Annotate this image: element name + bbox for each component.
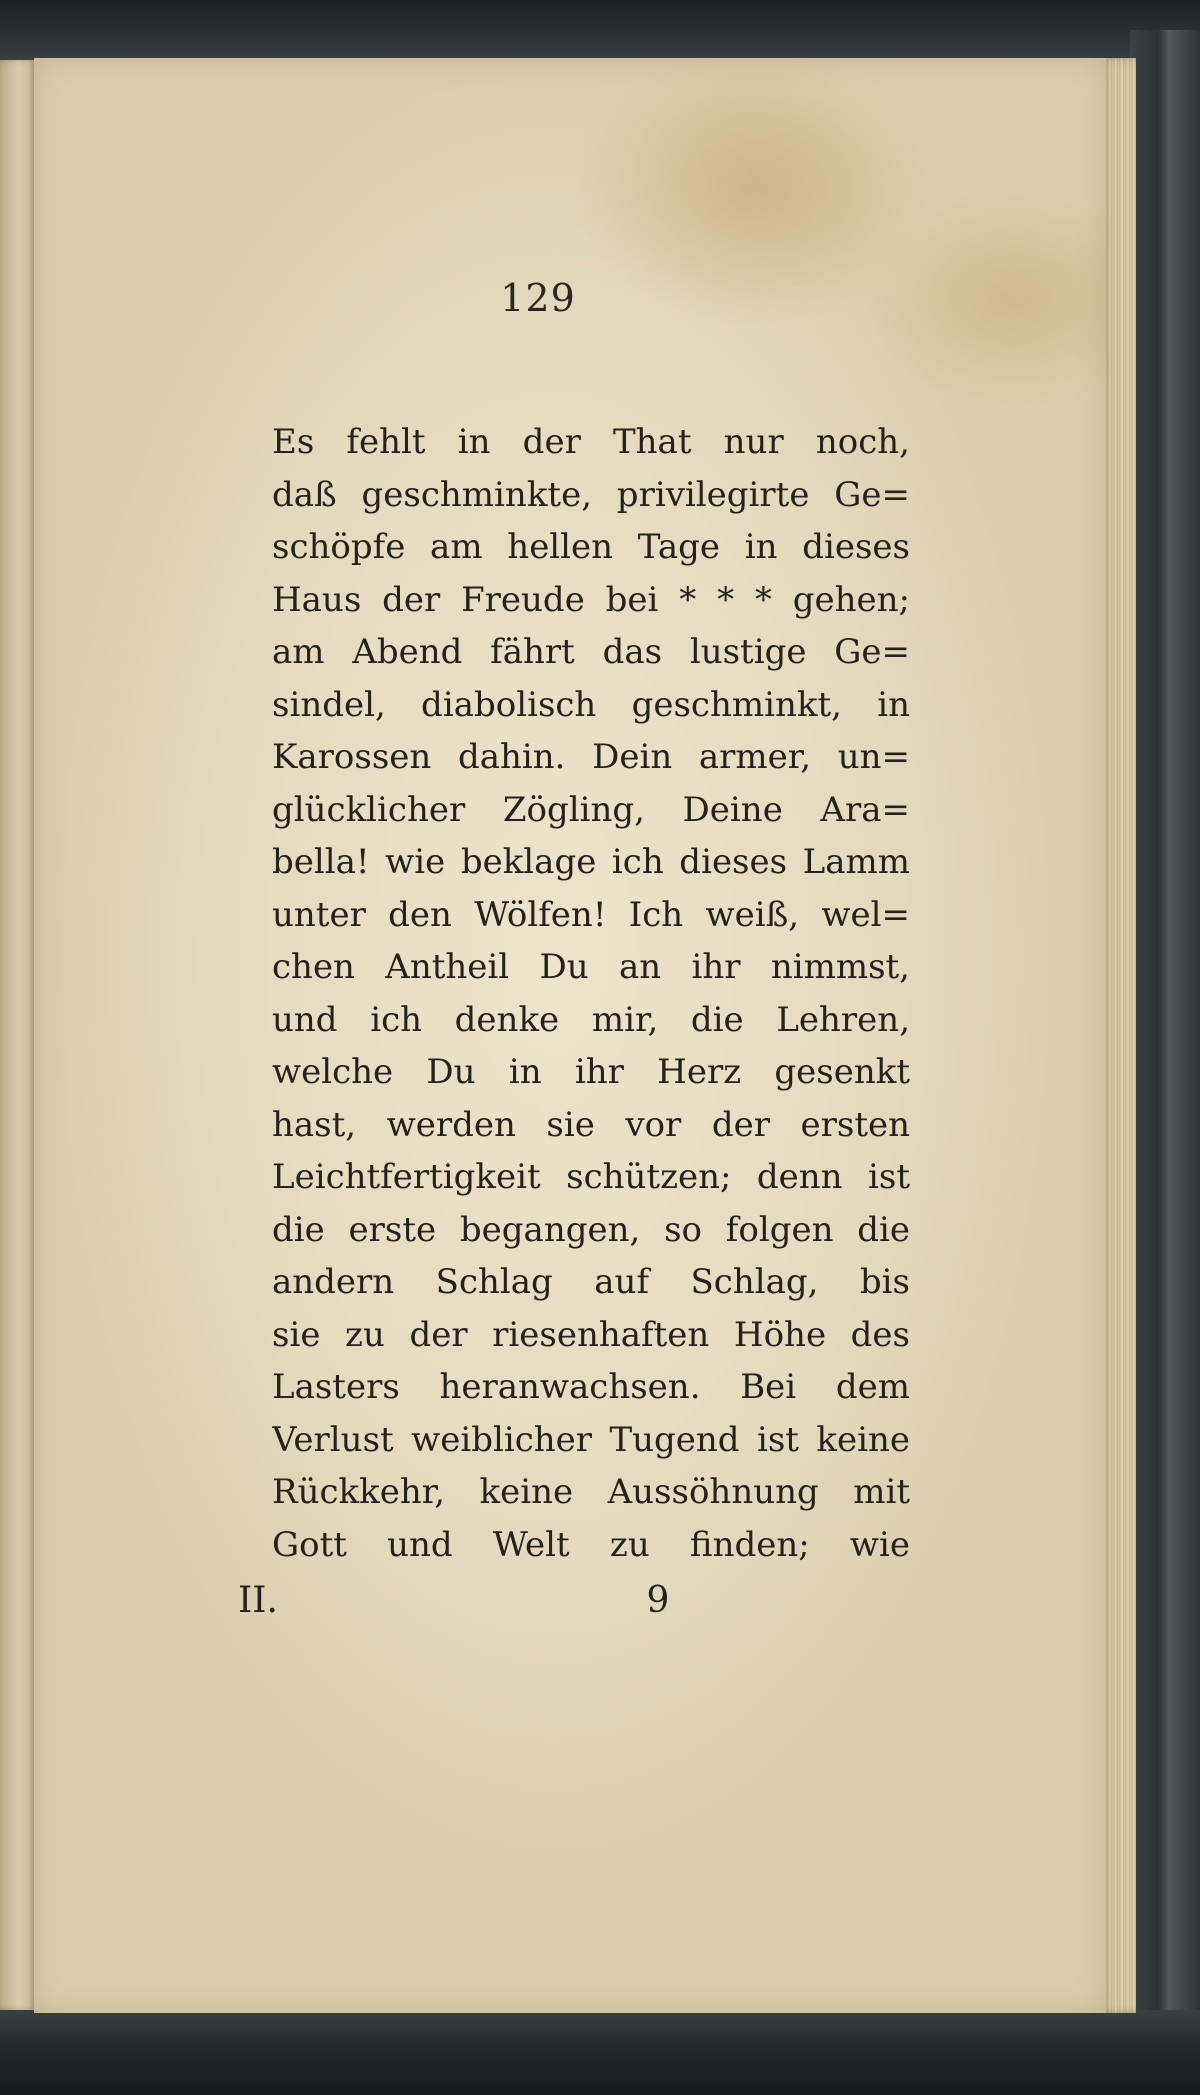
text-line: glücklicher Zögling, Deine Ara=	[272, 789, 910, 830]
text-line: Gott und Welt zu finden; wie	[272, 1524, 910, 1565]
book-cover-top-edge	[0, 0, 1200, 62]
book-cover-right-edge	[1130, 30, 1200, 2050]
text-line: Rückkehr, keine Aussöhnung mit	[272, 1472, 910, 1512]
text-line: chen Antheil Du an ihr nimmst,	[272, 947, 910, 987]
text-line: andern Schlag auf Schlag, bis	[272, 1262, 910, 1302]
text-line: Verlust weiblicher Tugend ist keine	[272, 1419, 910, 1460]
text-line: die erste begangen, so folgen die	[272, 1209, 910, 1250]
text-line: am Abend fährt das lustige Ge=	[272, 632, 910, 672]
text-line: sie zu der riesenhaften Höhe des	[272, 1314, 910, 1355]
text-line: daß geschminkte, privilegirte Ge=	[272, 474, 910, 515]
book-page	[34, 58, 1106, 2013]
text-line: bella! wie beklage ich dieses Lamm	[272, 842, 910, 882]
text-line: Lasters heranwachsen. Bei dem	[272, 1367, 910, 1407]
text-line: und ich denke mir, die Lehren,	[272, 999, 910, 1040]
text-line: unter den Wölfen! Ich weiß, wel=	[272, 894, 910, 935]
previous-page-edge	[0, 60, 36, 2010]
text-line: Karossen dahin. Dein armer, un=	[272, 737, 910, 777]
text-line: Haus der Freude bei * * * gehen;	[272, 579, 910, 620]
signature-mark: 9	[646, 1580, 670, 1621]
body-text	[272, 416, 910, 1571]
volume-marker: II.	[238, 1580, 278, 1621]
book-cover-bottom-edge	[0, 2010, 1200, 2095]
text-line: welche Du in ihr Herz gesenkt	[272, 1052, 910, 1092]
text-line: schöpfe am hellen Tage in dieses	[272, 527, 910, 567]
text-line: Leichtfertigkeit schützen; denn ist	[272, 1157, 910, 1197]
text-line: Es fehlt in der That nur noch,	[272, 422, 910, 462]
text-line: hast, werden sie vor der ersten	[272, 1104, 910, 1145]
text-line: sindel, diabolisch geschminkt, in	[272, 684, 910, 725]
page-number: 129	[500, 276, 576, 320]
